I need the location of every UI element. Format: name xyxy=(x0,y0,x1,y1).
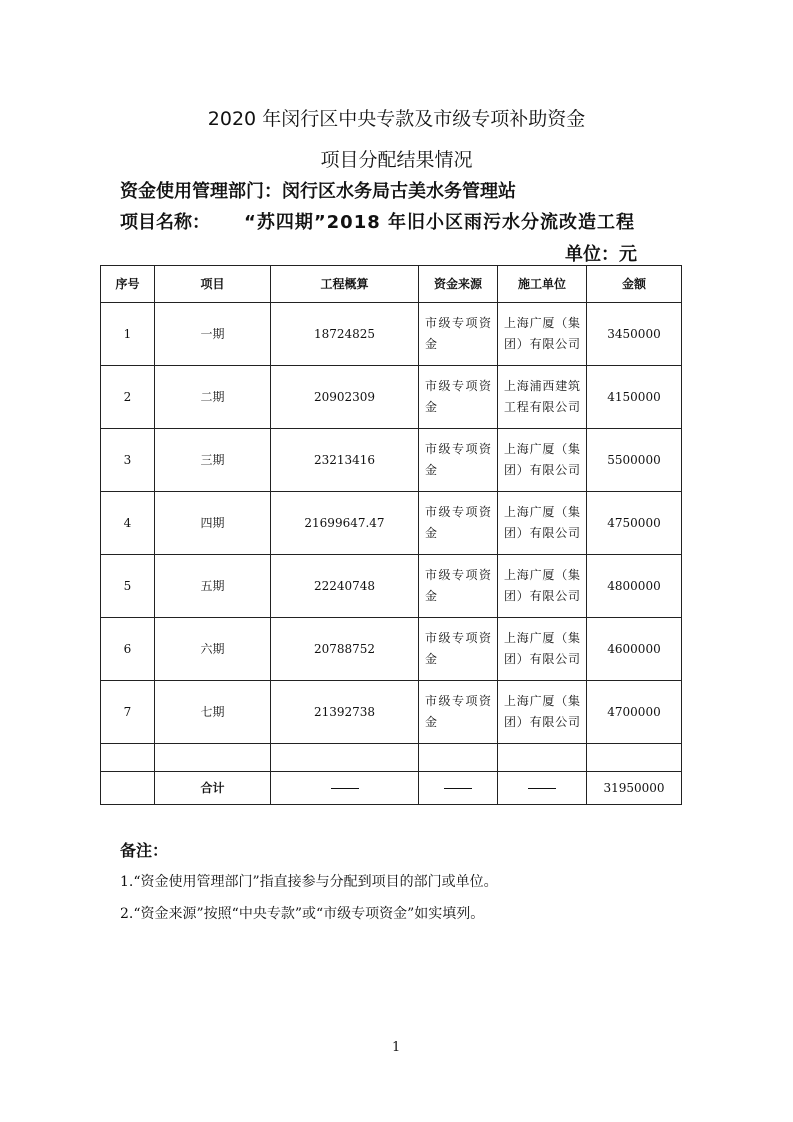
total-empty-cell xyxy=(101,772,155,805)
row-source: 市级专项资金 xyxy=(419,618,498,681)
row-estimate: 22240748 xyxy=(271,555,419,618)
total-source-dash xyxy=(419,772,498,805)
row-source: 市级专项资金 xyxy=(419,555,498,618)
row-no: 7 xyxy=(101,681,155,744)
document-title-line2: 项目分配结果情况 xyxy=(320,149,473,171)
row-contractor: 上海广厦（集团）有限公司 xyxy=(498,555,587,618)
row-phase: 二期 xyxy=(155,366,271,429)
row-source: 市级专项资金 xyxy=(419,681,498,744)
table-header-row xyxy=(101,266,682,303)
row-amount: 3450000 xyxy=(587,303,682,366)
row-source: 市级专项资金 xyxy=(419,366,498,429)
row-amount: 4750000 xyxy=(587,492,682,555)
header-estimate: 工程概算 xyxy=(271,266,419,303)
table-row xyxy=(101,303,682,366)
table-row xyxy=(101,618,682,681)
allocation-table xyxy=(100,265,682,805)
blank-cell xyxy=(587,744,682,772)
row-no: 1 xyxy=(101,303,155,366)
row-estimate: 20788752 xyxy=(271,618,419,681)
row-no: 5 xyxy=(101,555,155,618)
blank-cell xyxy=(419,744,498,772)
note-item-2: 2.“资金来源”按照“中央专款”或“市级专项资金”如实填列。 xyxy=(120,906,485,922)
header-phase: 项目 xyxy=(155,266,271,303)
total-estimate-dash xyxy=(271,772,419,805)
row-no: 4 xyxy=(101,492,155,555)
table-row xyxy=(101,366,682,429)
table-row xyxy=(101,681,682,744)
row-phase: 七期 xyxy=(155,681,271,744)
row-contractor: 上海广厦（集团）有限公司 xyxy=(498,492,587,555)
blank-cell xyxy=(271,744,419,772)
total-label: 合计 xyxy=(155,772,271,805)
row-estimate: 18724825 xyxy=(271,303,419,366)
blank-cell xyxy=(498,744,587,772)
header-amount: 金额 xyxy=(587,266,682,303)
row-estimate: 21392738 xyxy=(271,681,419,744)
total-contractor-dash xyxy=(498,772,587,805)
row-contractor: 上海广厦（集团）有限公司 xyxy=(498,303,587,366)
document-title-line1: 2020 年闵行区中央专款及市级专项补助资金 xyxy=(207,108,586,130)
row-source: 市级专项资金 xyxy=(419,429,498,492)
row-amount: 4700000 xyxy=(587,681,682,744)
header-source: 资金来源 xyxy=(419,266,498,303)
row-source: 市级专项资金 xyxy=(419,303,498,366)
row-estimate: 23213416 xyxy=(271,429,419,492)
notes-heading: 备注： xyxy=(120,841,169,860)
row-amount: 4150000 xyxy=(587,366,682,429)
row-no: 3 xyxy=(101,429,155,492)
row-contractor: 上海广厦（集团）有限公司 xyxy=(498,429,587,492)
header-contractor: 施工单位 xyxy=(498,266,587,303)
row-phase: 四期 xyxy=(155,492,271,555)
project-name: “苏四期”2018 年旧小区雨污水分流改造工程 xyxy=(244,212,636,233)
row-estimate: 21699647.47 xyxy=(271,492,419,555)
project-label: 项目名称： xyxy=(120,212,210,233)
row-no: 2 xyxy=(101,366,155,429)
row-amount: 4800000 xyxy=(587,555,682,618)
total-amount: 31950000 xyxy=(587,772,682,805)
dept-label: 资金使用管理部门：闵行区水务局古美水务管理站 xyxy=(120,181,516,202)
total-row xyxy=(101,772,682,805)
note-item-1: 1.“资金使用管理部门”指直接参与分配到项目的部门或单位。 xyxy=(120,874,498,890)
row-phase: 六期 xyxy=(155,618,271,681)
table-row xyxy=(101,555,682,618)
row-contractor: 上海广厦（集团）有限公司 xyxy=(498,618,587,681)
row-contractor: 上海广厦（集团）有限公司 xyxy=(498,681,587,744)
row-phase: 五期 xyxy=(155,555,271,618)
blank-row xyxy=(101,744,682,772)
header-no: 序号 xyxy=(101,266,155,303)
row-contractor: 上海浦西建筑工程有限公司 xyxy=(498,366,587,429)
blank-cell xyxy=(101,744,155,772)
page-number: 1 xyxy=(392,1040,401,1055)
table-row xyxy=(101,429,682,492)
row-estimate: 20902309 xyxy=(271,366,419,429)
row-phase: 三期 xyxy=(155,429,271,492)
row-no: 6 xyxy=(101,618,155,681)
row-source: 市级专项资金 xyxy=(419,492,498,555)
blank-cell xyxy=(155,744,271,772)
row-amount: 5500000 xyxy=(587,429,682,492)
row-amount: 4600000 xyxy=(587,618,682,681)
unit-label: 单位：元 xyxy=(565,244,637,265)
table-row xyxy=(101,492,682,555)
row-phase: 一期 xyxy=(155,303,271,366)
